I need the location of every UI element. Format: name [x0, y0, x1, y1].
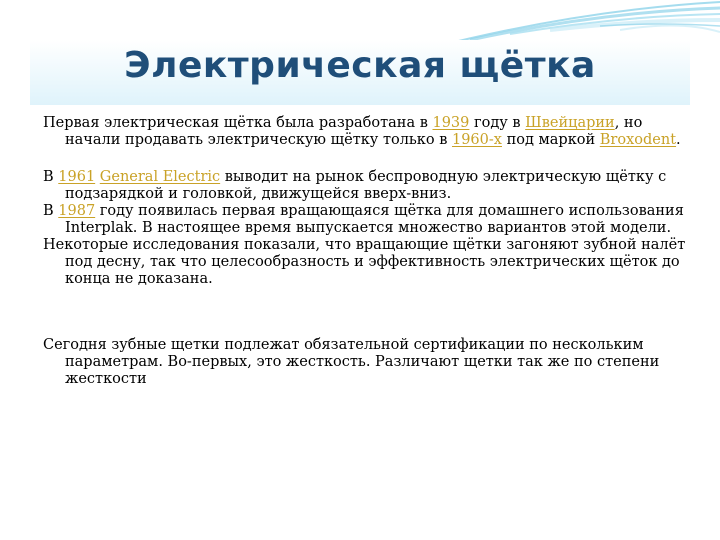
- paragraph-research: [43, 237, 688, 288]
- text-run: году в: [469, 115, 526, 131]
- link-1961[interactable]: 1961: [58, 169, 96, 185]
- paragraph-general-electric: [43, 169, 688, 203]
- text-run: выводит на рынок беспроводную электрическую щётку с подзарядкой и головкой, движущейся вверх-вниз.: [65, 169, 667, 202]
- text-run: Первая электрическая щётка была разработана в: [43, 115, 433, 131]
- text-run: Некоторые исследования показали, что вращающие щётки загоняют зубной налёт под десну, так что целесообразность и эффективность электрических щёток до конца не доказана.: [43, 237, 686, 287]
- text-run: под маркой: [501, 132, 600, 148]
- link-switzerland[interactable]: Швейцарии: [525, 115, 615, 131]
- text-run: .: [676, 132, 681, 148]
- link-general-electric[interactable]: General Electric: [99, 169, 221, 185]
- text-run: Сегодня зубные щетки подлежат обязательной сертификации по нескольким параметрам. Во-первых, это жесткость. Различают щетки так же по степени жесткости: [43, 337, 660, 387]
- paragraph-certification: [43, 337, 688, 388]
- link-1987[interactable]: 1987: [58, 203, 96, 219]
- link-1960s[interactable]: 1960-х: [451, 132, 502, 148]
- slide-body: [43, 115, 688, 388]
- text-run: году появилась первая вращающаяся щётка для домашнего использования Interplak. В настоящее время выпускается множество вариантов этой модели.: [65, 203, 684, 236]
- link-broxodent[interactable]: Broxodent: [599, 132, 677, 148]
- paragraph-first-electric-brush: [43, 115, 688, 149]
- link-1939[interactable]: 1939: [432, 115, 470, 131]
- slide-title: Электрическая щётка: [124, 45, 596, 86]
- text-run: В: [43, 169, 59, 185]
- text-run: В: [43, 203, 59, 219]
- text-run: , но начали продавать электрическую щётку только в: [65, 115, 643, 148]
- paragraph-interplak: [43, 203, 688, 237]
